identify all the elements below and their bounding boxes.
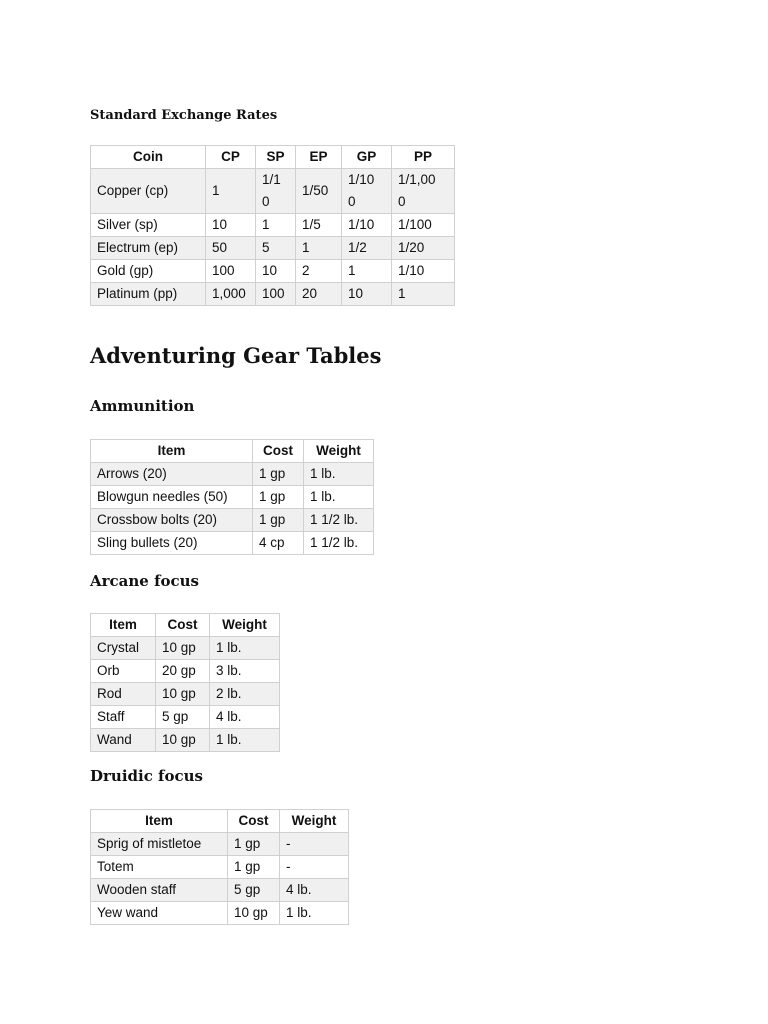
table-row — [91, 856, 349, 879]
ammunition-table — [90, 439, 374, 555]
table-cell: 1/20 — [392, 237, 455, 260]
table-cell: 5 — [256, 237, 296, 260]
table-cell: 20 gp — [156, 660, 210, 683]
table-cell: 1/2 — [342, 237, 392, 260]
table-header-row — [91, 146, 455, 169]
table-cell: 4 lb. — [280, 879, 349, 902]
table-cell: 10 gp — [156, 637, 210, 660]
table-row — [91, 706, 280, 729]
table-row — [91, 637, 280, 660]
table-header-row — [91, 440, 374, 463]
table-cell: 1/100 — [392, 214, 455, 237]
table-cell: 1/10 — [392, 260, 455, 283]
table-cell: Sprig of mistletoe — [91, 833, 228, 856]
table-cell: 1 — [392, 283, 455, 306]
table-cell: 3 lb. — [210, 660, 280, 683]
column-header: Weight — [210, 614, 280, 637]
table-cell: 1 1/2 lb. — [304, 532, 374, 555]
table-cell: Crossbow bolts (20) — [91, 509, 253, 532]
table-cell: 1 gp — [228, 833, 280, 856]
druidic-focus-heading: Druidic focus — [90, 767, 203, 785]
ammunition-heading: Ammunition — [90, 397, 195, 415]
table-cell: 1 — [206, 169, 256, 214]
column-header: CP — [206, 146, 256, 169]
table-cell: 1 gp — [228, 856, 280, 879]
column-header: Item — [91, 614, 156, 637]
table-cell: 1 — [256, 214, 296, 237]
table-row — [91, 660, 280, 683]
table-cell: Sling bullets (20) — [91, 532, 253, 555]
table-row — [91, 486, 374, 509]
table-row — [91, 532, 374, 555]
table-cell: 1 1/2 lb. — [304, 509, 374, 532]
table-cell: 1 lb. — [280, 902, 349, 925]
table-cell: 4 lb. — [210, 706, 280, 729]
table-cell: 4 cp — [253, 532, 304, 555]
table-cell: 5 gp — [228, 879, 280, 902]
arcane-focus-heading: Arcane focus — [90, 572, 200, 590]
table-cell: 1/5 — [296, 214, 342, 237]
exchange-rates-heading: Standard Exchange Rates — [90, 108, 278, 123]
column-header: GP — [342, 146, 392, 169]
table-row — [91, 902, 349, 925]
table-cell: - — [280, 833, 349, 856]
column-header: Item — [91, 440, 253, 463]
table-cell: 1/1 0 — [256, 169, 296, 214]
table-row — [91, 683, 280, 706]
table-cell: 1/10 — [342, 214, 392, 237]
table-cell: Platinum (pp) — [91, 283, 206, 306]
table-cell: Wooden staff — [91, 879, 228, 902]
druidic-focus-table — [90, 809, 349, 925]
table-row — [91, 879, 349, 902]
table-cell: 1 lb. — [304, 486, 374, 509]
table-row — [91, 283, 455, 306]
table-cell: - — [280, 856, 349, 879]
table-row — [91, 729, 280, 752]
table-cell: 20 — [296, 283, 342, 306]
table-cell: 1 gp — [253, 486, 304, 509]
table-row — [91, 463, 374, 486]
adventuring-gear-heading: Adventuring Gear Tables — [90, 343, 382, 368]
column-header: Item — [91, 810, 228, 833]
table-cell: 2 lb. — [210, 683, 280, 706]
table-row — [91, 214, 455, 237]
table-cell: Gold (gp) — [91, 260, 206, 283]
table-cell: Totem — [91, 856, 228, 879]
table-cell: Yew wand — [91, 902, 228, 925]
table-cell: 1 lb. — [210, 637, 280, 660]
table-cell: 10 — [206, 214, 256, 237]
column-header: EP — [296, 146, 342, 169]
table-cell: Silver (sp) — [91, 214, 206, 237]
table-cell: Orb — [91, 660, 156, 683]
table-cell: 50 — [206, 237, 256, 260]
table-cell: Arrows (20) — [91, 463, 253, 486]
table-cell: 1 — [342, 260, 392, 283]
table-cell: Staff — [91, 706, 156, 729]
table-cell: Rod — [91, 683, 156, 706]
table-cell: 2 — [296, 260, 342, 283]
table-cell: 10 gp — [156, 683, 210, 706]
table-row — [91, 260, 455, 283]
table-cell: 10 gp — [228, 902, 280, 925]
table-cell: 100 — [206, 260, 256, 283]
column-header: Cost — [228, 810, 280, 833]
table-cell: 1 lb. — [304, 463, 374, 486]
table-cell: Electrum (ep) — [91, 237, 206, 260]
table-header-row — [91, 810, 349, 833]
table-cell: Crystal — [91, 637, 156, 660]
table-cell: 10 — [342, 283, 392, 306]
table-cell: 1/1,00 0 — [392, 169, 455, 214]
table-cell: 100 — [256, 283, 296, 306]
table-row — [91, 509, 374, 532]
table-cell: Wand — [91, 729, 156, 752]
table-cell: 10 gp — [156, 729, 210, 752]
table-cell: 1/50 — [296, 169, 342, 214]
table-cell: 5 gp — [156, 706, 210, 729]
table-cell: 1 lb. — [210, 729, 280, 752]
column-header: Cost — [156, 614, 210, 637]
table-row — [91, 237, 455, 260]
table-cell: 10 — [256, 260, 296, 283]
table-cell: 1 gp — [253, 509, 304, 532]
column-header: SP — [256, 146, 296, 169]
column-header: Weight — [280, 810, 349, 833]
table-cell: 1,000 — [206, 283, 256, 306]
table-cell: Blowgun needles (50) — [91, 486, 253, 509]
table-row — [91, 833, 349, 856]
table-cell: 1 gp — [253, 463, 304, 486]
table-cell: 1 — [296, 237, 342, 260]
column-header: Coin — [91, 146, 206, 169]
arcane-focus-table — [90, 613, 280, 752]
column-header: Cost — [253, 440, 304, 463]
column-header: PP — [392, 146, 455, 169]
table-cell: Copper (cp) — [91, 169, 206, 214]
table-cell: 1/10 0 — [342, 169, 392, 214]
table-header-row — [91, 614, 280, 637]
table-row — [91, 169, 455, 214]
exchange-rates-table — [90, 145, 455, 306]
column-header: Weight — [304, 440, 374, 463]
